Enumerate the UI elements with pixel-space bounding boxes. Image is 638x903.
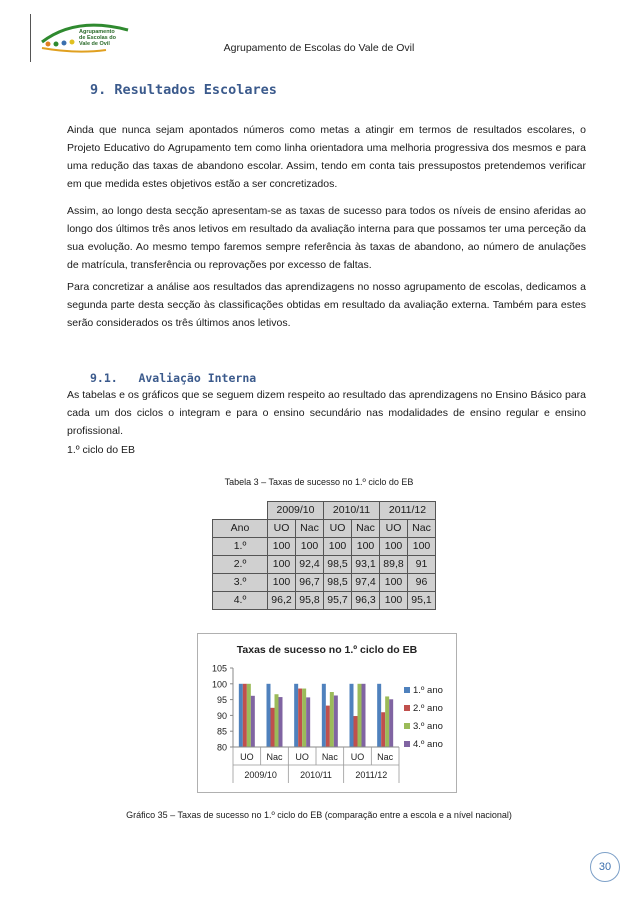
legend-swatch <box>404 705 410 711</box>
table-cell: 100 <box>380 592 408 610</box>
bar-4-ano <box>334 695 338 747</box>
x-tick-label: UO <box>240 752 254 762</box>
x-tick-label: UO <box>350 752 365 762</box>
bar-3-ano <box>358 684 362 747</box>
table-year-row <box>213 502 436 520</box>
bar-1-ano <box>239 684 243 747</box>
table-cell: 96,2 <box>268 592 296 610</box>
bar-3-ano <box>330 692 334 747</box>
table-row <box>213 556 436 574</box>
row-label: 2.º <box>213 556 268 574</box>
chart-title: Taxas de sucesso no 1.º ciclo do EB <box>236 644 418 656</box>
row-label: 1.º <box>213 538 268 556</box>
table-cell: 100 <box>268 574 296 592</box>
paragraph-3: Para concretizar a análise aos resultados das aprendizagens no nosso agrupamento de escolas, dedicamos a segunda parte desta secção às classificações obtidas em resultado da avaliação externa. Também para estes serão considerados os três últimos anos letivos. <box>67 281 586 329</box>
cycle-label: 1.º ciclo do EB <box>67 444 136 456</box>
table-cell: 100 <box>268 556 296 574</box>
table-cell: 96 <box>408 574 436 592</box>
legend-label: 4.º ano <box>413 739 443 750</box>
logo-text: Agrupamento de Escolas do Vale de Ovil <box>79 29 116 47</box>
y-tick-label: 85 <box>216 726 227 737</box>
y-tick-label: 90 <box>216 710 227 721</box>
row-header: Ano <box>213 520 268 538</box>
bar-3-ano <box>385 696 389 747</box>
col-header: UO <box>380 520 408 538</box>
table-cell: 100 <box>380 538 408 556</box>
x-tick-label: Nac <box>266 752 283 762</box>
col-header: Nac <box>408 520 436 538</box>
paragraph-1: Ainda que nunca sejam apontados números como metas a atingir em termos de resultados escolares, o Projeto Educativo do Agrupamento tem como linha orientadora uma melhoria progressiva dos mesmos e para uma redução das taxas de abandono escolar. Assim, tendo em conta tais pressupostos pretendemos verificar em que medida estes objetivos estão a ser concretizados. <box>67 124 586 190</box>
bar-3-ano <box>275 694 279 747</box>
table-cell: 92,4 <box>296 556 324 574</box>
bar-2-ano <box>354 716 358 747</box>
x-group-label: 2010/11 <box>300 770 332 780</box>
chart-frame <box>197 633 457 793</box>
bar-4-ano <box>251 696 255 747</box>
bar-3-ano <box>302 689 306 747</box>
col-header: Nac <box>296 520 324 538</box>
success-rate-table <box>212 501 436 610</box>
bar-1-ano <box>350 684 354 747</box>
chart-caption: Gráfico 35 – Taxas de sucesso no 1.º ciclo do EB (comparação entre a escola e a nível nacional) <box>126 810 512 820</box>
y-tick-label: 100 <box>211 679 227 690</box>
year-header: 2010/11 <box>324 502 380 520</box>
subsection-title: 9.1. Avaliação Interna <box>90 371 257 385</box>
bar-4-ano <box>362 684 366 747</box>
x-group-label: 2009/10 <box>244 770 277 780</box>
bar-4-ano <box>306 697 310 747</box>
legend-label: 3.º ano <box>413 721 443 732</box>
table-row <box>213 592 436 610</box>
table-cell: 97,4 <box>352 574 380 592</box>
col-header: Nac <box>352 520 380 538</box>
subsection-paragraph: As tabelas e os gráficos que se seguem dizem respeito ao resultado das aprendizagens no Ensino Básico para cada um dos ciclos o integram e para o ensino secundário nas modalidades de ensino regular e ensino profissional. <box>67 389 586 437</box>
paragraph-2: Assim, ao longo desta secção apresentam-se as taxas de sucesso para todos os níveis de ensino aferidas ao longo dos últimos três anos letivos em resultado da avaliação interna para que possamos ter uma perceção da sua evolução. Ao mesmo tempo faremos sempre referência às taxas de abandono, ao número de anulações de matrícula, transferência ou reprovações por excesso de faltas. <box>67 205 586 271</box>
year-header: 2009/10 <box>268 502 324 520</box>
legend-swatch <box>404 687 410 693</box>
legend-swatch <box>404 741 410 747</box>
bar-4-ano <box>279 697 283 747</box>
section-title: 9. Resultados Escolares <box>90 82 277 98</box>
table-cell: 100 <box>352 538 380 556</box>
bar-2-ano <box>243 684 247 747</box>
bar-2-ano <box>298 689 302 747</box>
x-tick-label: Nac <box>377 752 394 762</box>
x-tick-label: Nac <box>321 752 338 762</box>
table-caption: Tabela 3 – Taxas de sucesso no 1.º ciclo do EB <box>224 477 414 487</box>
bar-1-ano <box>322 684 326 747</box>
success-rate-chart <box>198 634 456 792</box>
bar-1-ano <box>267 684 271 747</box>
table-cell: 96,7 <box>296 574 324 592</box>
bar-2-ano <box>271 708 275 747</box>
y-tick-label: 95 <box>216 695 227 706</box>
legend-label: 2.º ano <box>413 703 443 714</box>
legend-swatch <box>404 723 410 729</box>
table-cell: 100 <box>296 538 324 556</box>
table-cell: 100 <box>380 574 408 592</box>
table-cell: 95,1 <box>408 592 436 610</box>
table-cell: 100 <box>408 538 436 556</box>
y-tick-label: 80 <box>216 742 227 753</box>
x-tick-label: UO <box>295 752 309 762</box>
bar-4-ano <box>389 699 393 747</box>
table-cell: 89,8 <box>380 556 408 574</box>
legend-label: 1.º ano <box>413 685 443 696</box>
table-cell: 95,8 <box>296 592 324 610</box>
bar-1-ano <box>294 684 298 747</box>
table-row <box>213 574 436 592</box>
page-number: 30 <box>590 852 620 882</box>
table-cell: 95,7 <box>324 592 352 610</box>
header-rule <box>30 14 31 62</box>
y-tick-label: 105 <box>211 663 227 674</box>
table-cell: 93,1 <box>352 556 380 574</box>
row-label: 4.º <box>213 592 268 610</box>
table-subheader-row <box>213 520 436 538</box>
table-cell: 91 <box>408 556 436 574</box>
table-cell: 98,5 <box>324 574 352 592</box>
header-title: Agrupamento de Escolas do Vale de Ovil <box>223 42 415 54</box>
col-header: UO <box>324 520 352 538</box>
table-cell: 100 <box>324 538 352 556</box>
year-header: 2011/12 <box>380 502 436 520</box>
col-header: UO <box>268 520 296 538</box>
table-row <box>213 538 436 556</box>
table-cell: 100 <box>268 538 296 556</box>
x-group-label: 2011/12 <box>355 770 388 780</box>
bar-1-ano <box>377 684 381 747</box>
bar-2-ano <box>326 706 330 747</box>
bar-3-ano <box>247 684 251 747</box>
table-cell: 96,3 <box>352 592 380 610</box>
row-label: 3.º <box>213 574 268 592</box>
bar-2-ano <box>381 712 385 747</box>
table-cell: 98,5 <box>324 556 352 574</box>
